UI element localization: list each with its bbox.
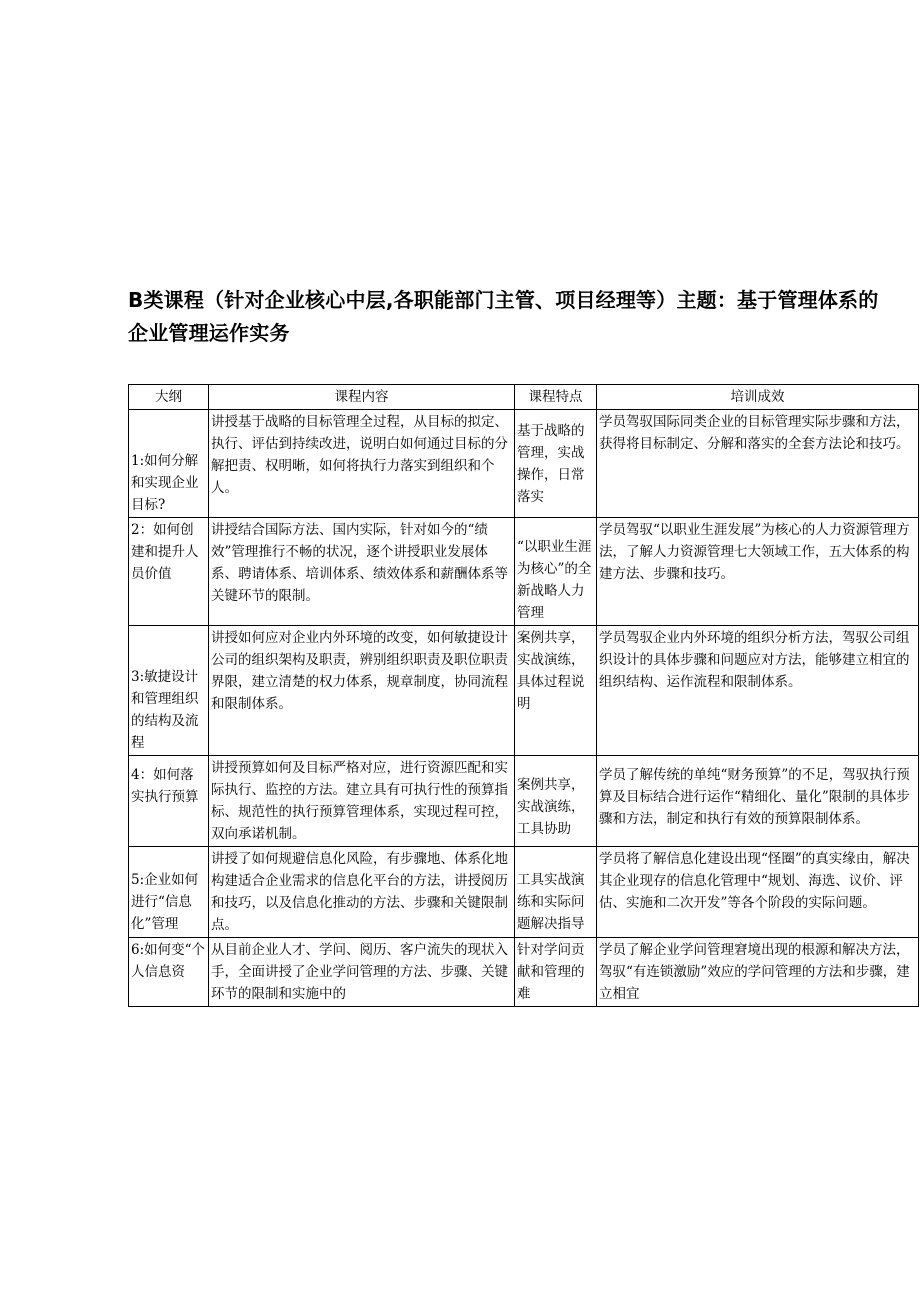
content-cell: 讲授结合国际方法、国内实际，针对如今的“绩效”管理推行不畅的状况，逐个讲授职业发展体系、聘请体系、培训体系、绩效体系和薪酬体系等关键环节的限制。 xyxy=(209,518,515,626)
header-result: 培训成效 xyxy=(597,385,919,410)
feature-cell: 基于战略的管理，实战操作，日常落实 xyxy=(515,410,597,518)
feature-cell: 工具实战演练和实际问题解决指导 xyxy=(515,847,597,938)
course-table xyxy=(128,384,919,1007)
table-row xyxy=(129,938,919,1007)
result-cell: 学员驾驭企业内外环境的组织分析方法，驾驭公司组织设计的具体步骤和问题应对方法，能够建立相宜的组织结构、运作流程和限制体系。 xyxy=(597,626,919,756)
table-row xyxy=(129,410,919,518)
outline-cell: 2：如何创建和提升人员价值 xyxy=(129,518,209,626)
table-header-row xyxy=(129,385,919,410)
header-feature: 课程特点 xyxy=(515,385,597,410)
content-cell: 讲授了如何规避信息化风险，有步骤地、体系化地构建适合企业需求的信息化平台的方法，讲授阅历和技巧，以及信息化推动的方法、步骤和关键限制点。 xyxy=(209,847,515,938)
table-row xyxy=(129,518,919,626)
feature-cell: 案例共享，实战演练，工具协助 xyxy=(515,756,597,847)
outline-cell: 5:企业如何进行“信息化”管理 xyxy=(129,847,209,938)
content-cell: 从目前企业人才、学问、阅历、客户流失的现状入手，全面讲授了企业学问管理的方法、步骤、关键环节的限制和实施中的 xyxy=(209,938,515,1007)
header-content: 课程内容 xyxy=(209,385,515,410)
feature-cell: 案例共享，实战演练，具体过程说明 xyxy=(515,626,597,756)
header-outline: 大纲 xyxy=(129,385,209,410)
content-cell: 讲授预算如何及目标严格对应，进行资源匹配和实际执行、监控的方法。建立具有可执行性的预算指标、规范性的执行预算管理体系，实现过程可控，双向承诺机制。 xyxy=(209,756,515,847)
table-row xyxy=(129,756,919,847)
result-cell: 学员将了解信息化建设出现“怪圈”的真实缘由，解决其企业现存的信息化管理中“规划、海选、议价、评估、实施和二次开发”等各个阶段的实际问题。 xyxy=(597,847,919,938)
content-cell: 讲授如何应对企业内外环境的改变，如何敏捷设计公司的组织架构及职责，辨别组织职责及职位职责界限，建立清楚的权力体系，规章制度，协同流程和限制体系。 xyxy=(209,626,515,756)
feature-cell: 针对学问贡献和管理的难 xyxy=(515,938,597,1007)
result-cell: 学员驾驭“以职业生涯发展”为核心的人力资源管理方法，了解人力资源管理七大领域工作，五大体系的构建方法、步骤和技巧。 xyxy=(597,518,919,626)
result-cell: 学员驾驭国际同类企业的目标管理实际步骤和方法，获得将目标制定、分解和落实的全套方法论和技巧。 xyxy=(597,410,919,518)
table-row xyxy=(129,847,919,938)
outline-cell: 4：如何落实执行预算 xyxy=(129,756,209,847)
outline-cell: 1:如何分解和实现企业目标? xyxy=(129,410,209,518)
outline-cell: 3:敏捷设计和管理组织的结构及流程 xyxy=(129,626,209,756)
result-cell: 学员了解企业学问管理窘境出现的根源和解决方法，驾驭“有连锁激励”效应的学问管理的方法和步骤，建立相宜 xyxy=(597,938,919,1007)
table-row xyxy=(129,626,919,756)
feature-cell: “以职业生涯为核心”的全新战略人力管理 xyxy=(515,518,597,626)
outline-cell: 6:如何变“个人信息资 xyxy=(129,938,209,1007)
page-heading: B类课程（针对企业核心中层,各职能部门主管、项目经理等）主题：基于管理体系的企业管理运作实务 xyxy=(128,288,879,345)
content-cell: 讲授基于战略的目标管理全过程，从目标的拟定、执行、评估到持续改进，说明白如何通过目标的分解把责、权明晰，如何将执行力落实到组织和个人。 xyxy=(209,410,515,518)
result-cell: 学员了解传统的单纯“财务预算”的不足，驾驭执行预算及目标结合进行运作“精细化、量化”限制的具体步骤和方法，制定和执行有效的预算限制体系。 xyxy=(597,756,919,847)
